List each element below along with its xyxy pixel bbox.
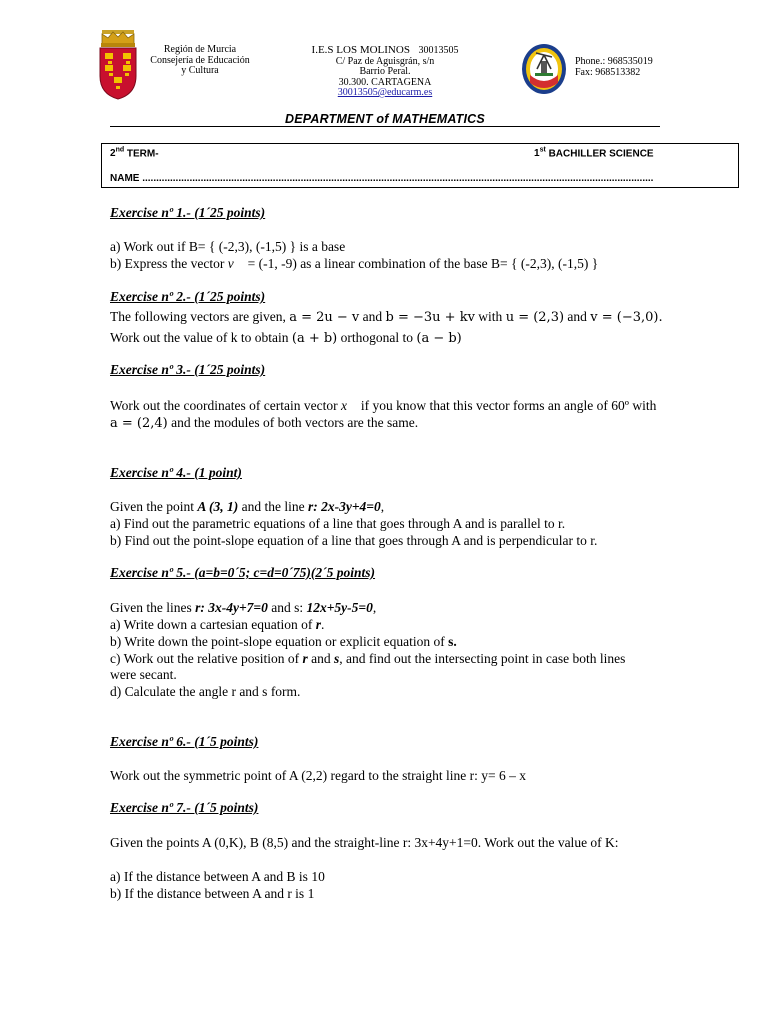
school-emblem-logo	[521, 43, 567, 95]
student-info-box	[101, 143, 739, 188]
ex2-vector-u-def: u = (2,3)	[505, 310, 565, 325]
ex4-line-r: r: 2x-3y+4=0	[308, 499, 381, 514]
fax-number: Fax: 968513382	[575, 66, 641, 78]
ex4-given: Given the point	[110, 499, 194, 514]
school-address-city: 30.300. CARTAGENA	[338, 76, 432, 88]
exercise-1-title: Exercise nº 1.- (1´25 points)	[110, 205, 266, 220]
ex2-vector-a-def: a = 2u − v	[289, 310, 360, 325]
term-label	[110, 147, 159, 159]
exercise-7-title: Exercise nº 7.- (1´5 points)	[110, 800, 259, 815]
ex5-b-text: b) Write down the point-slope equation or explicit equation of	[110, 634, 445, 649]
ex1-b-text-end: = (-1, -9) as a linear combination of the base B= { (-2,3), (-1,5) }	[247, 256, 599, 271]
ex3-text-tail: and the modules of both vectors are the same.	[171, 415, 419, 430]
ex5-c-s: s	[334, 651, 340, 666]
school-title	[300, 45, 470, 57]
course-label	[534, 147, 654, 159]
course-text: BACHILLER SCIENCE	[545, 148, 654, 160]
exercise-2-line-1	[110, 308, 663, 326]
school-address-district: Barrio Peral.	[359, 66, 411, 77]
ex3-text-start: Work out the coordinates of certain vector	[110, 398, 338, 413]
ex4-and-line: and the line	[241, 499, 305, 514]
exercise-5-part-a	[110, 616, 324, 633]
exercise-5-part-c	[110, 650, 625, 667]
exercise-5-part-d: d) Calculate the angle r and s form.	[110, 684, 301, 699]
ex5-comma: ,	[372, 600, 377, 615]
region-coat-of-arms-logo	[96, 28, 140, 100]
ex2-and-2: and	[567, 309, 587, 324]
exercise-7-part-a: a) If the distance between A and B is 10	[110, 869, 325, 884]
ex3-vector-a-def: a = (2,4)	[110, 416, 168, 431]
name-field[interactable]: NAME ........................................................................................................................................................................................	[110, 173, 654, 184]
exercise-4-part-a: a) Find out the parametric equations of a line that goes through A and is parallel to r.	[110, 516, 566, 531]
exercise-3-title: Exercise nº 3.- (1´25 points)	[110, 362, 266, 377]
ex5-c-and: and	[311, 651, 331, 666]
ex3-text-end: if you know that this vector forms an angle of 60º with	[360, 398, 657, 413]
exercise-5-part-b	[110, 633, 457, 650]
term-number: 2nd	[110, 147, 125, 160]
ex5-b-s: s.	[448, 634, 457, 649]
exercise-2-title: Exercise nº 2.- (1´25 points)	[110, 289, 266, 304]
vector-x-symbol: x⃗	[340, 398, 358, 413]
ex5-and-s: and s:	[271, 600, 304, 615]
school-email-link[interactable]: 30013505@educarm.es	[337, 87, 433, 98]
ex2-vector-v-def: v = (−3,0).	[590, 310, 663, 325]
ex5-c-rest: , and find out the intersecting point in case both lines	[339, 651, 626, 666]
exercise-3-line-1	[110, 397, 656, 414]
ex5-a-dot: .	[321, 617, 325, 632]
ex5-given: Given the lines	[110, 600, 192, 615]
exercise-2-line-2	[110, 329, 462, 347]
exercise-7-intro: Given the points A (0,K), B (8,5) and the straight-line r: 3x+4y+1=0. Work out the value of K:	[110, 835, 619, 850]
department-title: DEPARTMENT of MATHEMATICS	[285, 112, 485, 126]
school-code: 30013505	[418, 45, 459, 56]
ex4-point-a: A (3, 1)	[197, 499, 239, 514]
exercise-1-part-a: a) Work out if B= { (-2,3), (-1,5) } is a base	[110, 239, 346, 254]
ex2-question: Work out the value of k to obtain	[110, 330, 289, 345]
school-info	[300, 45, 470, 99]
ex5-a-r: r	[315, 617, 322, 632]
ex2-vector-b-def: b = −3u + kv	[385, 310, 475, 325]
header-divider	[110, 126, 660, 127]
school-address-street: C/ Paz de Aguisgrán, s/n	[335, 55, 435, 67]
vector-v-symbol: v⃗	[227, 256, 245, 271]
exercise-6-text: Work out the symmetric point of A (2,2) regard to the straight line r: y= 6 – x	[110, 768, 526, 783]
ex2-intro: The following vectors are given,	[110, 309, 286, 324]
exercise-3-line-2	[110, 414, 418, 432]
exercise-4-title: Exercise nº 4.- (1 point)	[110, 465, 242, 480]
region-department: Consejería de Educación	[150, 54, 250, 66]
course-number: 1st	[534, 147, 546, 160]
ex5-line-r: r: 3x-4y+7=0	[195, 600, 268, 615]
region-culture: y Cultura	[181, 65, 219, 76]
region-info	[142, 45, 258, 77]
ex2-with: with	[478, 309, 503, 324]
ex2-diff-vector: (a − b)	[416, 331, 462, 346]
ex4-comma: ,	[380, 499, 385, 514]
exercise-5-part-c-cont: were secant.	[110, 667, 177, 682]
exercise-4-intro	[110, 498, 384, 515]
school-name: I.E.S LOS MOLINOS	[311, 44, 410, 56]
ex2-sum-vector: (a + b)	[291, 331, 338, 346]
exercise-6-title: Exercise nº 6.- (1´5 points)	[110, 734, 259, 749]
term-text: TERM-	[124, 148, 159, 160]
exercise-7-part-b: b) If the distance between A and r is 1	[110, 886, 315, 901]
ex5-c-r: r	[302, 651, 308, 666]
exercise-1-part-b	[110, 255, 598, 272]
exercise-4-part-b: b) Find out the point-slope equation of a line that goes through A and is perpendicular to r.	[110, 533, 598, 548]
exercise-5-intro	[110, 599, 376, 616]
ex5-c-text: c) Work out the relative position of	[110, 651, 300, 666]
ex1-b-text-start: b) Express the vector	[110, 256, 225, 271]
contact-info	[575, 57, 695, 78]
ex5-a-text: a) Write down a cartesian equation of	[110, 617, 313, 632]
ex5-line-s: 12x+5y-5=0	[306, 600, 373, 615]
ex2-and-1: and	[362, 309, 383, 324]
exercise-5-title: Exercise nº 5.- (a=b=0´5; c=d=0´75)(2´5 points)	[110, 565, 376, 580]
phone-number: Phone.: 968535019	[575, 56, 653, 67]
region-name: Región de Murcia	[163, 44, 237, 55]
ex2-orthogonal: orthogonal to	[340, 330, 413, 345]
